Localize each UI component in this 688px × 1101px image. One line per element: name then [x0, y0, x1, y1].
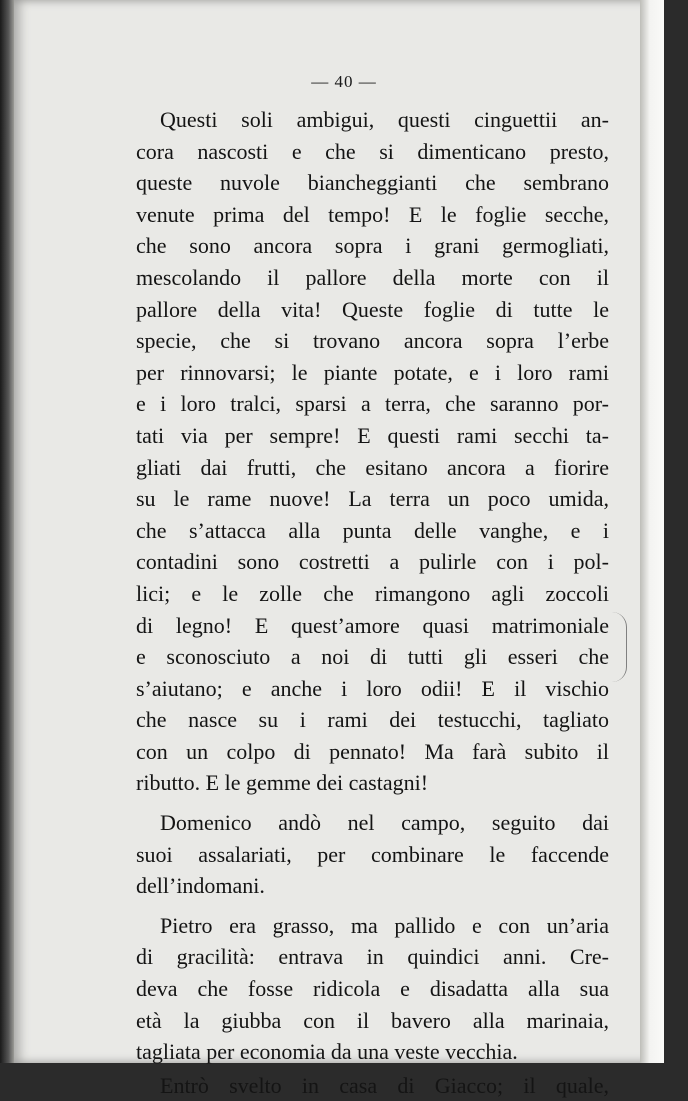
text-line: di legno! E quest’amore quasi matrimoniale	[136, 612, 609, 638]
text-line: suoi assalariati, per combinare le faccende	[136, 841, 609, 867]
text-line: che nasce su i rami dei testucchi, tagliato	[136, 707, 609, 733]
text-line: e sconosciuto a noi di tutti gli esseri che	[136, 644, 609, 670]
text-line: Domenico andò nel campo, seguito dai	[160, 810, 609, 836]
text-line: che s’attacca alla punta delle vanghe, e i	[136, 517, 609, 543]
text-line: venute prima del tempo! E le foglie secche,	[136, 201, 609, 227]
text-line: su le rame nuove! La terra un poco umida,	[136, 486, 609, 512]
text-line: tati via per sempre! E questi rami secchi ta-	[136, 422, 609, 448]
text-line: lici; e le zolle che rimangono agli zoccoli	[136, 580, 609, 606]
text-line: s’aiutano; e anche i loro odii! E il vischio	[136, 675, 609, 701]
text-line: deva che fosse ridicola e disadatta alla sua	[136, 976, 609, 1002]
text-line: contadini sono costretti a pulirle con i pol-	[136, 549, 609, 575]
text-line: queste nuvole biancheggianti che sembrano	[136, 170, 609, 196]
text-line: Questi soli ambigui, questi cinguettii an-	[160, 107, 609, 132]
text-line: gliati dai frutti, che esitano ancora a fiorire	[136, 454, 609, 480]
text-line: per rinnovarsi; le piante potate, e i loro rami	[136, 359, 609, 385]
text-line: età la giubba con il bavero alla marinaia,	[136, 1007, 609, 1033]
text-line: dell’indomani.	[136, 873, 265, 899]
book-binding-shadow	[0, 0, 14, 1063]
margin-bracket-mark	[612, 612, 627, 682]
body-text	[136, 104, 609, 1101]
text-line: di gracilità: entrava in quindici anni. Cre-	[136, 944, 609, 970]
text-line: che sono ancora sopra i grani germogliati,	[136, 233, 609, 259]
text-line: tagliata per economia da una veste vecchia.	[136, 1039, 518, 1065]
text-line: ributto. E le gemme dei castagni!	[136, 770, 429, 796]
text-line: e i loro tralci, sparsi a terra, che saranno por-	[136, 391, 609, 417]
text-line: mescolando il pallore della morte con il	[136, 264, 609, 290]
text-line: Pietro era grasso, ma pallido e con un’aria	[160, 912, 609, 938]
text-line: Entrò svelto in casa di Giacco; il quale,	[160, 1072, 609, 1098]
text-line: cora nascosti e che si dimenticano presto,	[136, 138, 609, 164]
text-line: specie, che si trovano ancora sopra l’erbe	[136, 328, 609, 354]
text-line: pallore della vita! Queste foglie di tutte le	[136, 296, 609, 322]
page-edge	[640, 0, 664, 1063]
text-line: con un colpo di pennato! Ma farà subito il	[136, 738, 609, 764]
page-number: — 40 —	[311, 72, 377, 91]
